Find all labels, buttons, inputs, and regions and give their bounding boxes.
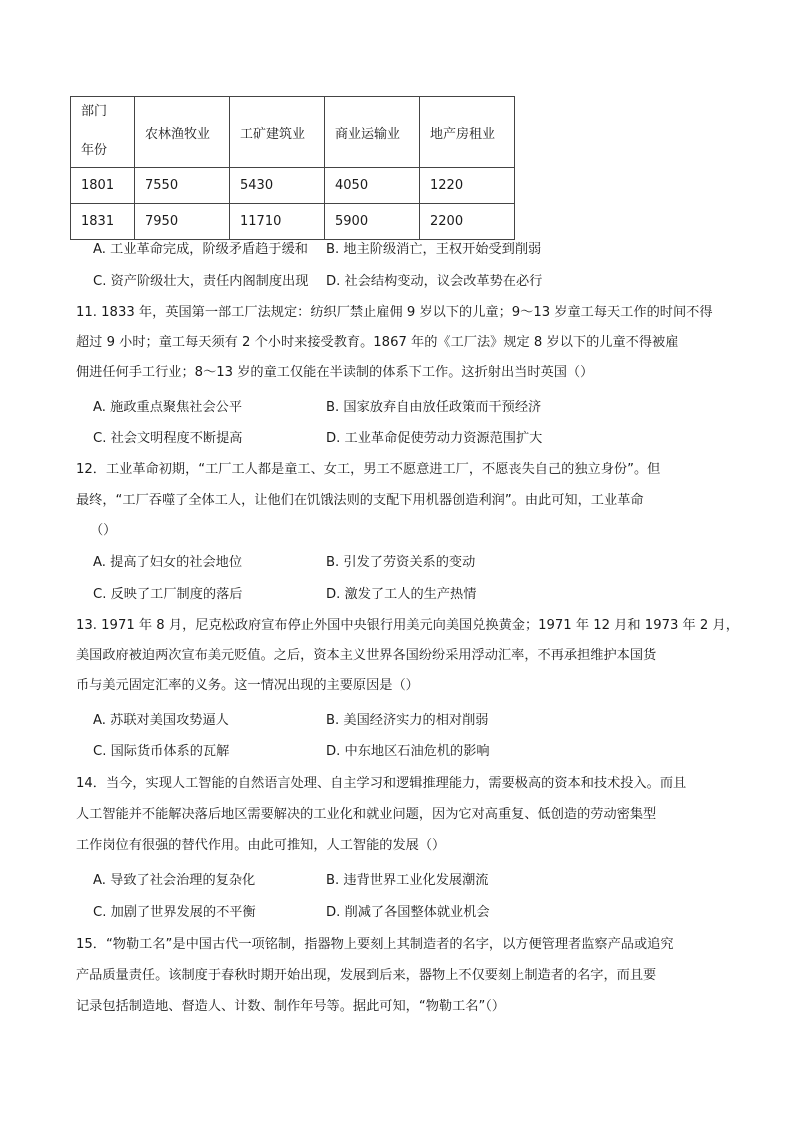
table-cell: 2200 [420,204,515,240]
q10-option-d: D. 社会结构变动，议会改革势在必行 [326,274,543,289]
q11-option-b: B. 国家放弃自由放任政策而干预经济 [326,400,542,415]
q13-option-d: D. 中东地区石油危机的影响 [326,744,490,759]
q14-option-a: A. 导致了社会治理的复杂化 [93,873,256,888]
q13-stem-line-1: 13. 1971 年 8 月，尼克松政府宣布停止外国中央银行用美元向美国兑换黄金；1971 年 12 月和 1973 年 2 月， [76,618,739,633]
industry-output-table [70,96,515,240]
q11-stem-line-3: 佣进任何手工行业；8～13 岁的童工仅能在半读制的体系下工作。这折射出当时英国（） [76,365,594,380]
q14-option-c: C. 加剧了世界发展的不平衡 [93,905,256,920]
table-cell: 7950 [135,204,230,240]
table-cell: 5430 [230,168,325,204]
table-year-cell: 1801 [71,168,135,204]
q15-stem-line-1: 15．“物勒工名”是中国古代一项铭制，指器物上要刻上其制造者的名字，以方便管理者监察产品或追究 [76,937,674,952]
q12-stem-line-1: 12．工业革命初期，“工厂工人都是童工、女工，男工不愿意进工厂，不愿丧失自己的独立身份”。但 [76,462,661,477]
q12-option-d: D. 激发了工人的生产热情 [326,587,477,602]
q12-option-a: A. 提高了妇女的社会地位 [93,555,243,570]
q13-option-b: B. 美国经济实力的相对削弱 [326,713,489,728]
q10-option-b: B. 地主阶级消亡，王权开始受到削弱 [326,242,542,257]
q15-stem-line-2: 产品质量责任。该制度于春秋时期开始出现，发展到后来，器物上不仅要刻上制造者的名字，而且要 [76,968,657,983]
q13-stem-line-2: 美国政府被迫两次宣布美元贬值。之后，资本主义世界各国纷纷采用浮动汇率，不再承担维护本国货 [76,648,657,663]
table-header-cell: 地产房租业 [420,97,515,168]
q10-option-c: C. 资产阶级壮大，责任内阁制度出现 [93,274,309,289]
table-cell: 4050 [325,168,420,204]
q11-option-a: A. 施政重点聚焦社会公平 [93,400,243,415]
q13-option-a: A. 苏联对美国攻势逼人 [93,713,229,728]
q12-option-b: B. 引发了劳资关系的变动 [326,555,476,570]
table-cell: 5900 [325,204,420,240]
table-corner-cell [71,97,135,168]
q11-stem-line-2: 超过 9 小时；童工每天须有 2 个小时来接受教育。1867 年的《工厂法》规定 8 岁以下的儿童不得被雇 [76,335,679,350]
q13-option-c: C. 国际货币体系的瓦解 [93,744,230,759]
q14-option-b: B. 违背世界工业化发展潮流 [326,873,489,888]
q12-stem-line-3: （） [90,523,117,538]
corner-label-sector: 部门 [81,104,108,119]
table-year-cell: 1831 [71,204,135,240]
table-header-cell: 农林渔牧业 [135,97,230,168]
table-cell: 1220 [420,168,515,204]
table-header-cell: 工矿建筑业 [230,97,325,168]
q14-stem-line-3: 工作岗位有很强的替代作用。由此可推知，人工智能的发展（） [76,838,446,853]
q14-stem-line-2: 人工智能并不能解决落后地区需要解决的工业化和就业问题，因为它对高重复、低创造的劳动密集型 [76,807,657,822]
q13-stem-line-3: 币与美元固定汇率的义务。这一情况出现的主要原因是（） [76,678,419,693]
q11-option-c: C. 社会文明程度不断提高 [93,431,243,446]
q15-stem-line-3: 记录包括制造地、督造人、计数、制作年号等。据此可知，“物勒工名”（） [76,999,506,1014]
table-header-cell: 商业运输业 [325,97,420,168]
table-header-row [71,97,515,168]
corner-label-year: 年份 [81,143,108,158]
q10-option-a: A. 工业革命完成，阶级矛盾趋于缓和 [93,242,308,257]
q14-stem-line-1: 14．当今，实现人工智能的自然语言处理、自主学习和逻辑推理能力，需要极高的资本和技术投入。而且 [76,776,687,791]
q11-stem-line-1: 11. 1833 年，英国第一部工厂法规定：纺织厂禁止雇佣 9 岁以下的儿童；9～13 岁童工每天工作的时间不得 [76,305,713,320]
q12-stem-line-2: 最终，“工厂吞噬了全体工人，让他们在饥饿法则的支配下用机器创造利润”。由此可知，工业革命 [76,493,644,508]
table-cell: 11710 [230,204,325,240]
q11-option-d: D. 工业革命促使劳动力资源范围扩大 [326,431,543,446]
table-row [71,168,515,204]
q12-option-c: C. 反映了工厂制度的落后 [93,587,243,602]
table-cell: 7550 [135,168,230,204]
q14-option-d: D. 削减了各国整体就业机会 [326,905,490,920]
table-row [71,204,515,240]
